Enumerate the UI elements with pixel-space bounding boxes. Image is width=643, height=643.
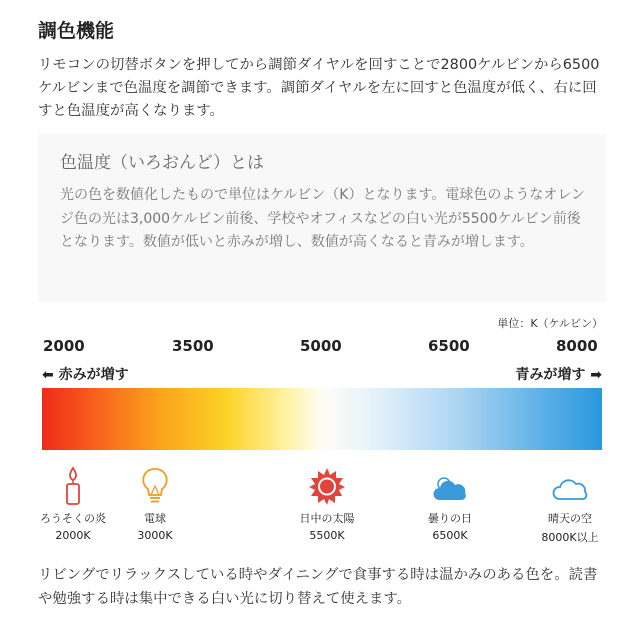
example-name: ろうそくの炎 bbox=[40, 512, 106, 525]
example-temp: 3000K bbox=[137, 529, 173, 542]
definition-text: 光の色を数値化したもので単位はケルビン（K）となります。電球色のようなオレンジ色の光は3,000ケルビン前後、学校やオフィスなどの白い光が5500ケルビン前後となります。数値が低いと赤みが増し、数値が高くなると青みが増します。 bbox=[60, 187, 586, 250]
color-temperature-gradient-bar bbox=[42, 388, 602, 450]
intro-text: リモコンの切替ボタンを押してから調節ダイヤルを回すことで2800ケルビンから6500ケルビンまで色温度を調節できます。調節ダイヤルを左に回すと色温度が低く、右に回すと色温度が高くなります。 bbox=[38, 57, 600, 119]
example-temp: 5500K bbox=[309, 529, 345, 542]
scale-tick-5000: 5000 bbox=[300, 337, 342, 355]
example-name: 日中の太陽 bbox=[299, 512, 355, 525]
redder-label: ⬅ 赤みが増す bbox=[42, 367, 129, 383]
outro-text: リビングでリラックスしている時やダイニングで食事する時は温かみのある色を。読書や勉強する時は集中できる白い光に切り替えて使えます。 bbox=[38, 567, 598, 607]
example-sun bbox=[282, 466, 372, 542]
example-temp: 8000K以上 bbox=[541, 531, 599, 544]
light-bulb-icon bbox=[140, 466, 170, 506]
unit-label: 単位：K（ケルビン） bbox=[497, 317, 603, 330]
example-name: 電球 bbox=[144, 512, 166, 525]
scale-tick-8000: 8000 bbox=[556, 337, 598, 355]
scale-tick-2000: 2000 bbox=[43, 337, 85, 355]
example-clear-sky bbox=[525, 466, 615, 545]
example-temp: 2000K bbox=[55, 529, 91, 542]
bluer-label: 青みが増す ➡ bbox=[515, 367, 602, 383]
sun-icon bbox=[307, 466, 347, 506]
example-bulb bbox=[110, 466, 200, 542]
example-name: 晴天の空 bbox=[548, 512, 592, 525]
definition-box bbox=[38, 134, 606, 302]
cloud-icon bbox=[550, 466, 590, 506]
section-heading: 調色機能 bbox=[38, 20, 115, 42]
definition-title: 色温度（いろおんど）とは bbox=[60, 153, 264, 173]
cloudy-sun-icon bbox=[430, 466, 470, 506]
example-name: 曇りの日 bbox=[428, 512, 472, 525]
example-cloudy bbox=[405, 466, 495, 542]
scale-tick-3500: 3500 bbox=[172, 337, 214, 355]
example-candle bbox=[28, 466, 118, 542]
scale-tick-6500: 6500 bbox=[428, 337, 470, 355]
candle-icon bbox=[58, 466, 88, 506]
example-temp: 6500K bbox=[432, 529, 468, 542]
